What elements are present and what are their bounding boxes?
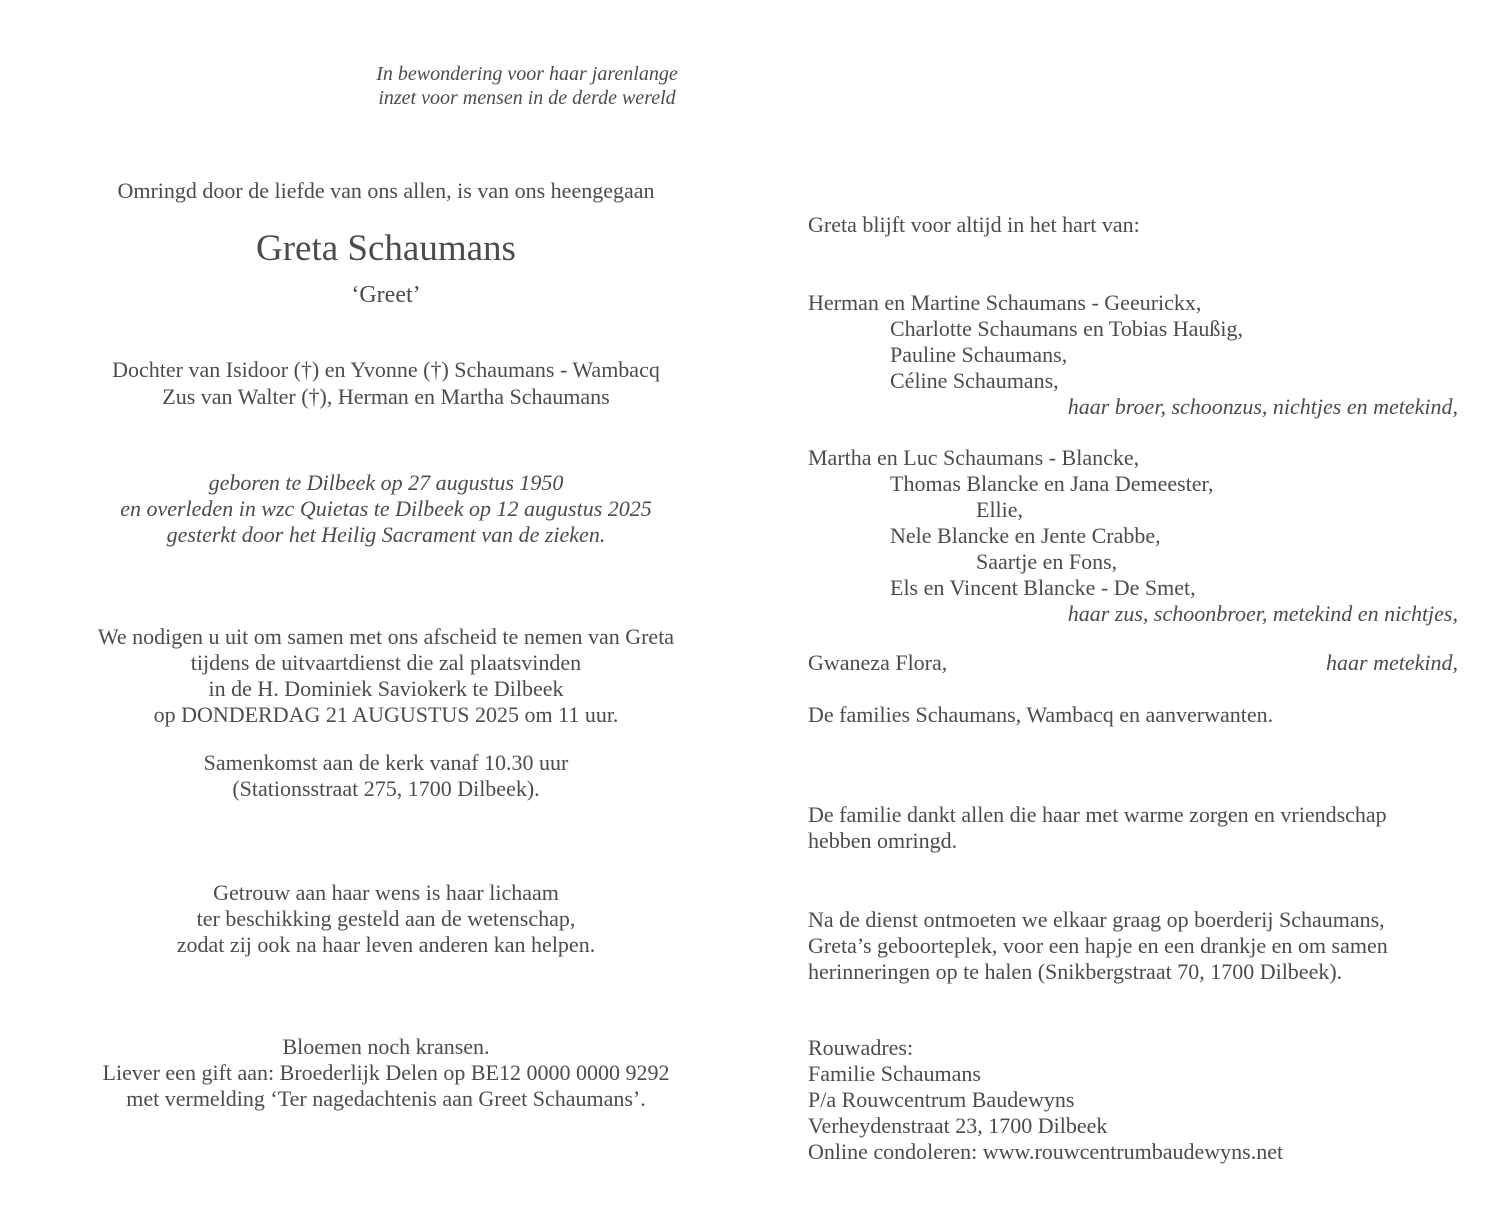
address-line-3: Verheydenstraat 23, 1700 Dilbeek: [808, 1113, 1108, 1138]
service-line-2: tijdens de uitvaartdienst die zal plaatsvinden: [190, 650, 582, 675]
address-line-2: P/a Rouwcentrum Baudewyns: [808, 1087, 1075, 1112]
address-line-1: Familie Schaumans: [808, 1061, 981, 1086]
reception-paragraph: [808, 907, 1458, 985]
body-donation: [8, 880, 764, 958]
gathering-line-1: Samenkomst aan de kerk vanaf 10.30 uur: [203, 750, 569, 775]
group-member: Thomas Blancke en Jana Demeester,: [890, 471, 1214, 496]
reception-line-2: Greta’s geboorteplek, voor een hapje en een drankje en om samen: [808, 933, 1388, 958]
sacrament-line: gesterkt door het Heilig Sacrament van de zieken.: [166, 522, 606, 547]
reception-line-1: Na de dienst ontmoeten we elkaar graag op boerderij Schaumans,: [808, 907, 1385, 932]
group-member: Saartje en Fons,: [976, 549, 1118, 574]
family-group-3: [808, 650, 1458, 676]
relation-line: haar broer, schoonzus, nichtjes en metekind,: [1067, 394, 1458, 419]
donation-line-1: Getrouw aan haar wens is haar lichaam: [213, 880, 559, 905]
epigraph-line-2: inzet voor mensen in de derde wereld: [378, 87, 676, 109]
gathering-info: [8, 750, 764, 802]
group-head: Martha en Luc Schaumans - Blancke,: [808, 445, 1140, 470]
birth-line: geboren te Dilbeek op 27 augustus 1950: [208, 470, 564, 495]
service-line-3: in de H. Dominiek Saviokerk te Dilbeek: [208, 676, 564, 701]
death-line: en overleden in wzc Quietas te Dilbeek op 12 augustus 2025: [120, 496, 652, 521]
epigraph-line-1: In bewondering voor haar jarenlange: [376, 63, 678, 85]
flowers-line-1: Bloemen noch kransen.: [282, 1034, 490, 1059]
deceased-name: Greta Schaumans: [256, 228, 516, 269]
reception-line-3: herinneringen op te halen (Snikbergstraat 70, 1700 Dilbeek).: [808, 959, 1343, 984]
donation-line-2: ter beschikking gesteld aan de wetenschap,: [196, 906, 576, 931]
group-head: Gwaneza Flora,: [808, 650, 948, 675]
families-line: De families Schaumans, Wambacq en aanverwanten.: [808, 702, 1274, 727]
thanks-line-1: De familie dankt allen die haar met warme zorgen en vriendschap: [808, 802, 1387, 827]
relation-line: haar metekind,: [1326, 650, 1458, 675]
group-head: Herman en Martine Schaumans - Geeurickx,: [808, 290, 1202, 315]
gathering-line-2: (Stationsstraat 275, 1700 Dilbeek).: [232, 776, 540, 801]
service-line-4: op DONDERDAG 21 AUGUSTUS 2025 om 11 uur.: [153, 702, 619, 727]
group-member: Nele Blancke en Jente Crabbe,: [890, 523, 1161, 548]
family-heading: Greta blijft voor altijd in het hart van:: [808, 212, 1140, 237]
funeral-service: [8, 624, 764, 728]
mourning-address: [808, 1035, 1458, 1165]
lineage-line-1: Dochter van Isidoor (†) en Yvonne (†) Schaumans - Wambacq: [112, 357, 660, 382]
family-group-2: [808, 445, 1458, 627]
address-line-4: Online condoleren: www.rouwcentrumbaudewyns.net: [808, 1139, 1284, 1164]
relation-line: haar zus, schoonbroer, metekind en nichtjes,: [1067, 601, 1458, 626]
flowers-gift: [8, 1034, 764, 1112]
group-member: Ellie,: [976, 497, 1024, 522]
life-dates: [8, 470, 764, 548]
group-member: Céline Schaumans,: [890, 368, 1059, 393]
lineage: [8, 356, 764, 410]
thanks-line-2: hebben omringd.: [808, 828, 958, 853]
intro-line: Omringd door de liefde van ons allen, is van ons heengegaan: [117, 178, 655, 203]
lineage-line-2: Zus van Walter (†), Herman en Martha Schaumans: [162, 384, 610, 409]
flowers-line-2: Liever een gift aan: Broederlijk Delen op BE12 0000 0000 9292: [102, 1060, 670, 1085]
family-group-1: [808, 290, 1458, 420]
service-line-1: We nodigen u uit om samen met ons afscheid te nemen van Greta: [97, 624, 675, 649]
donation-line-3: zodat zij ook na haar leven anderen kan helpen.: [176, 932, 596, 957]
group-member: Charlotte Schaumans en Tobias Haußig,: [890, 316, 1244, 341]
flowers-line-3: met vermelding ‘Ter nagedachtenis aan Greet Schaumans’.: [126, 1086, 646, 1111]
thanks-paragraph: [808, 802, 1458, 854]
epigraph: [252, 62, 802, 110]
address-label: Rouwadres:: [808, 1035, 914, 1060]
group-member: Pauline Schaumans,: [890, 342, 1068, 367]
deceased-nickname: ‘Greet’: [351, 282, 421, 308]
group-member: Els en Vincent Blancke - De Smet,: [890, 575, 1196, 600]
